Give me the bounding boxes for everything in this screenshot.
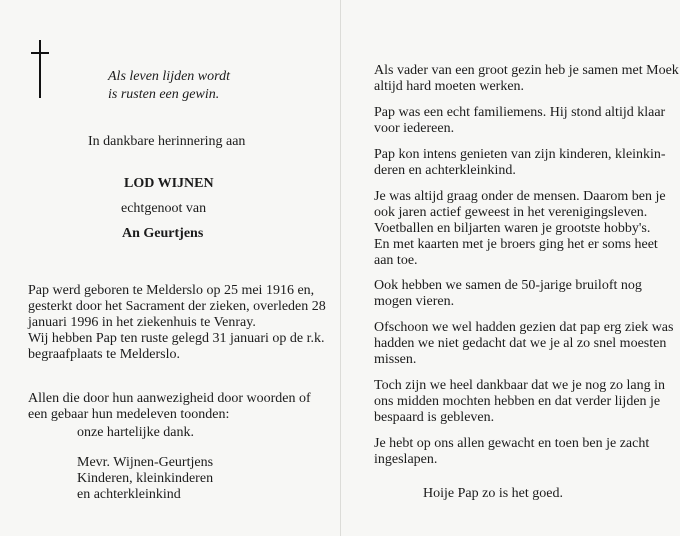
relation-text: echtgenoot van: [121, 201, 207, 216]
paragraph-6: [374, 320, 673, 368]
text-line: Pap kon intens genieten van zijn kinderen, kleinkin-: [374, 147, 666, 162]
text-line: En met kaarten met je broers ging het er soms heet: [374, 237, 658, 252]
text-line: deren en achterkleinkind.: [374, 163, 516, 178]
text-line: Pap was een echt familiemens. Hij stond altijd klaar: [374, 105, 666, 120]
closing-line: Hoije Pap zo is het goed.: [423, 486, 563, 501]
bio-line: januari 1996 in het ziekenhuis te Venray.: [28, 315, 256, 330]
text-line: Voetballen en biljarten waren je grootste hobby's.: [374, 221, 651, 236]
deceased-name: LOD WIJNEN: [124, 176, 214, 191]
motto-line-1: Als leven lijden wordt: [108, 69, 230, 84]
bio-line: gesterkt door het Sacrament der zieken, overleden 28: [28, 299, 326, 314]
thanks-paragraph: [28, 391, 311, 423]
text-line: aan toe.: [374, 253, 418, 268]
spouse-name: An Geurtjens: [122, 226, 204, 241]
signature-line: Kinderen, kleinkinderen: [77, 471, 214, 486]
text-line: Toch zijn we heel dankbaar dat we je nog zo lang in: [374, 378, 665, 393]
text-line: bespaard is gebleven.: [374, 410, 495, 425]
paragraph-8: [374, 436, 649, 468]
text-line: altijd hard moeten werken.: [374, 79, 525, 94]
text-line: Je was altijd graag onder de mensen. Daarom ben je: [374, 189, 666, 204]
signature-line: en achterkleinkind: [77, 487, 181, 502]
cross-icon: [31, 40, 49, 98]
bio-paragraph: [28, 283, 326, 363]
bio-line: Wij hebben Pap ten ruste gelegd 31 januari op de r.k.: [28, 331, 325, 346]
text-line: Je hebt op ons allen gewacht en toen ben je zacht: [374, 436, 650, 451]
thanks-closing: onze hartelijke dank.: [77, 425, 195, 440]
signature-block: [77, 455, 213, 503]
text-line: Ook hebben we samen de 50-jarige bruiloft nog: [374, 278, 642, 293]
paragraph-4: [374, 189, 666, 269]
text-line: mogen vieren.: [374, 294, 455, 309]
text-line: hadden we niet gedacht dat we je al zo snel moesten: [374, 336, 667, 351]
paragraph-7: [374, 378, 665, 426]
signature-line: Mevr. Wijnen-Geurtjens: [77, 455, 214, 470]
thanks-line: een gebaar hun medeleven toonden:: [28, 407, 230, 422]
motto-line-2: is rusten een gewin.: [108, 87, 220, 102]
paragraph-1: [374, 63, 679, 95]
thanks-line: Allen die door hun aanwezigheid door woorden of: [28, 391, 311, 406]
text-line: Ofschoon we wel hadden gezien dat pap erg ziek was: [374, 320, 674, 335]
bio-line: begraafplaats te Melderslo.: [28, 347, 180, 362]
card-fold: [340, 0, 341, 536]
paragraph-2: [374, 105, 665, 137]
bio-line: Pap werd geboren te Melderslo op 25 mei 1916 en,: [28, 283, 315, 298]
text-line: Als vader van een groot gezin heb je samen met Moek: [374, 63, 679, 78]
text-line: ingeslapen.: [374, 452, 438, 467]
text-line: missen.: [374, 352, 417, 367]
text-line: voor iedereen.: [374, 121, 455, 136]
intro-text: In dankbare herinnering aan: [88, 134, 246, 149]
paragraph-5: [374, 278, 642, 310]
text-line: ook jaren actief geweest in het verenigingsleven.: [374, 205, 648, 220]
paragraph-3: [374, 147, 666, 179]
text-line: ons midden mochten hebben en dat verder lijden je: [374, 394, 661, 409]
